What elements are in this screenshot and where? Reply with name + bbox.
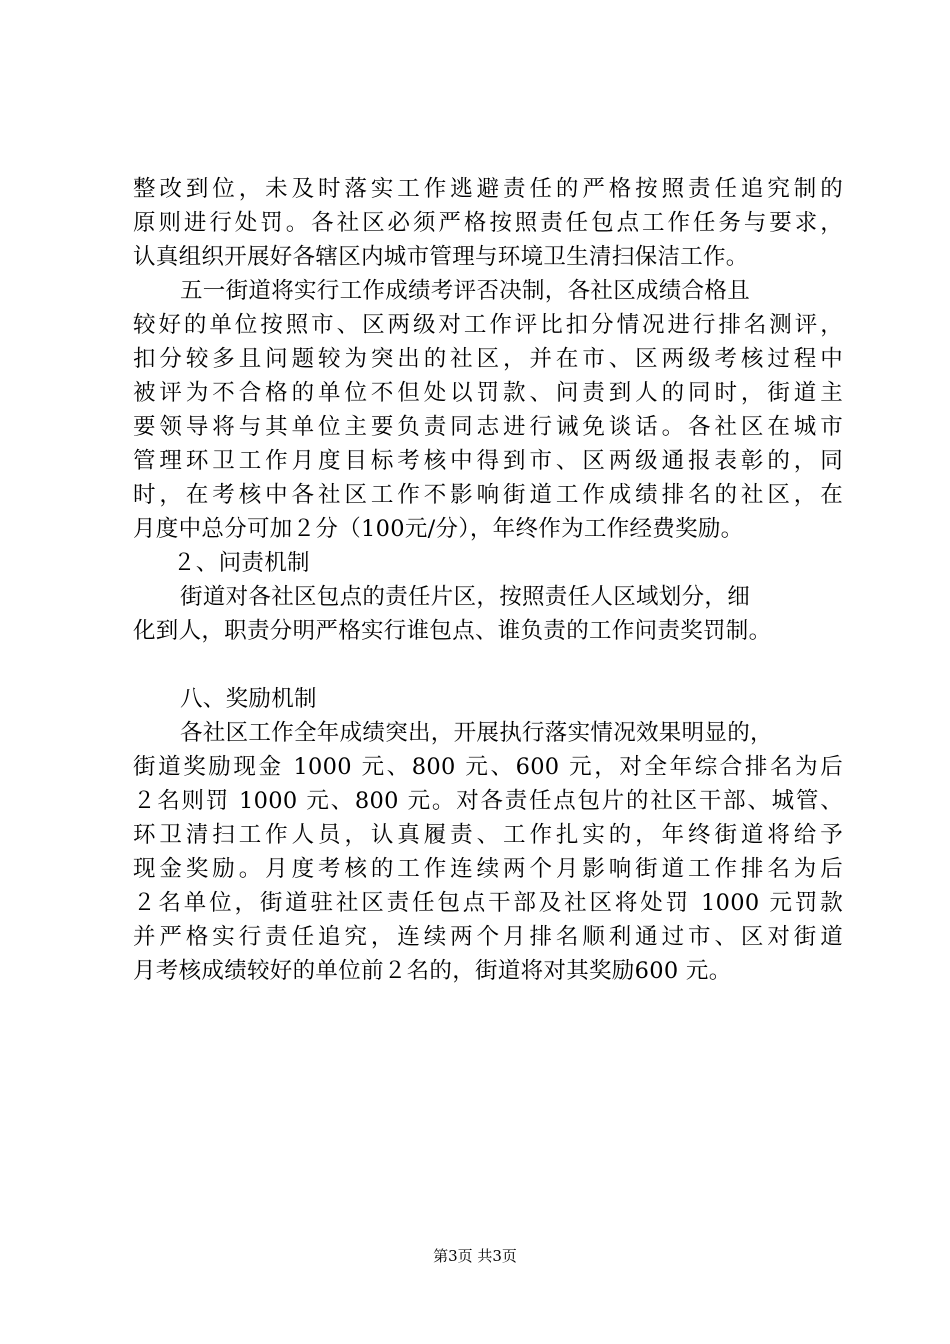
paragraph-line: 原则进行处罚。各社区必须严格按照责任包点工作任务与要求， — [133, 210, 843, 236]
paragraph-line: 月考核成绩较好的单位前２名的，街道将对其奖励600 元。 — [133, 958, 732, 984]
paragraph-line: 被评为不合格的单位不但处以罚款、问责到人的同时，街道主 — [133, 380, 843, 406]
paragraph-line: 时，在考核中各社区工作不影响街道工作成绩排名的社区，在 — [133, 482, 843, 508]
paragraph-line: 较好的单位按照市、区两级对工作评比扣分情况进行排名测评， — [133, 312, 843, 338]
page-number-footer: 第3页 共3页 — [433, 1247, 517, 1265]
paragraph-line: 现金奖励。月度考核的工作连续两个月影响街道工作排名为后 — [133, 856, 843, 882]
paragraph-line: 各社区工作全年成绩突出，开展执行落实情况效果明显的， — [180, 720, 773, 746]
paragraph-line: 五一街道将实行工作成绩考评否决制，各社区成绩合格且 — [180, 278, 751, 304]
paragraph-line: 管理环卫工作月度目标考核中得到市、区两级通报表彰的，同 — [133, 448, 843, 474]
paragraph-line: 化到人，职责分明严格实行谁包点、谁负责的工作问责奖罚制。 — [133, 618, 772, 644]
paragraph-line: 扣分较多且问题较为突出的社区，并在市、区两级考核过程中 — [133, 346, 843, 372]
paragraph-line: 街道对各社区包点的责任片区，按照责任人区域划分，细 — [180, 584, 751, 610]
document-body — [133, 172, 843, 988]
section-heading: ２、问责机制 — [173, 550, 310, 576]
paragraph-line: 认真组织开展好各辖区内城市管理与环境卫生清扫保洁工作。 — [133, 244, 749, 270]
paragraph-line: 整改到位，未及时落实工作逃避责任的严格按照责任追究制的 — [133, 176, 843, 202]
paragraph-line: ２名则罚 1000 元、800 元。对各责任点包片的社区干部、城管、 — [133, 788, 843, 814]
paragraph-line: 要领导将与其单位主要负责同志进行诫免谈话。各社区在城市 — [133, 414, 843, 440]
section-heading: 八、奖励机制 — [180, 686, 317, 712]
paragraph-line: 月度中总分可加２分（100元/分），年终作为工作经费奖励。 — [133, 516, 744, 542]
paragraph-line: 环卫清扫工作人员，认真履责、工作扎实的，年终街道将给予 — [133, 822, 843, 848]
paragraph-line: 并严格实行责任追究，连续两个月排名顺利通过市、区对街道 — [133, 924, 843, 950]
paragraph-line: 街道奖励现金 1000 元、800 元、600 元，对全年综合排名为后 — [133, 754, 843, 780]
blank-line — [133, 648, 843, 682]
paragraph-line: ２名单位，街道驻社区责任包点干部及社区将处罚 1000 元罚款 — [133, 890, 843, 916]
